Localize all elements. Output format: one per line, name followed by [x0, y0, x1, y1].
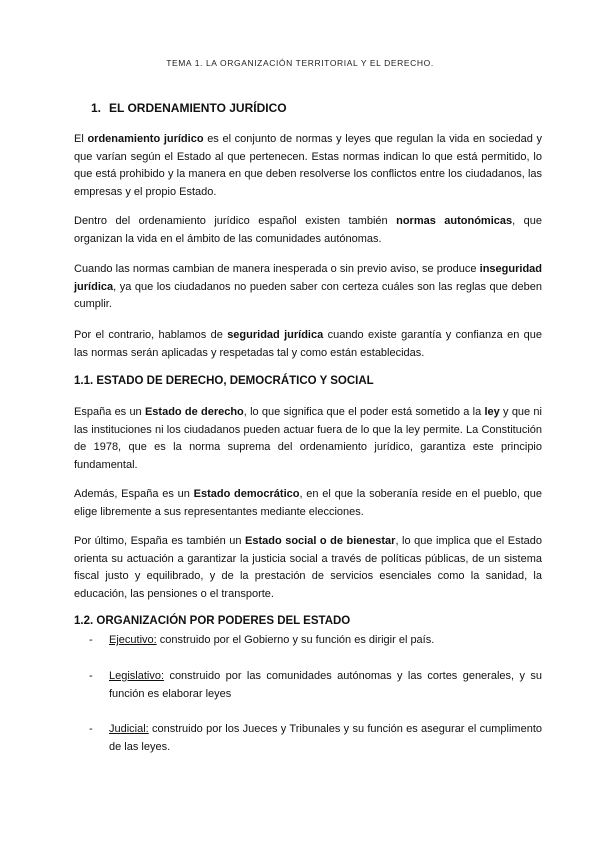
bold-term: ordenamiento jurídico [87, 133, 204, 145]
text: , en el que la soberanía reside en el pueblo, que elige libremente a sus representantes mediante elecciones. [74, 488, 543, 518]
list-term: Ejecutivo: [109, 634, 157, 646]
list-item-ejecutivo [89, 632, 542, 650]
list-item-judicial [89, 721, 542, 756]
text: , lo que implica que el Estado orienta su actuación a garantizar la justicia social a través de políticas públicas, de un sistema fiscal justo y equilibrado, y de la prestación de servicios esenciales como la sanidad, la educación, las pensiones o el transporte. [74, 535, 542, 600]
list-term: Judicial: [109, 723, 149, 735]
list-dash: - [89, 634, 93, 646]
list-text: construido por las comunidades autónomas y las cortes generales, y su función es elaborar leyes [109, 670, 542, 700]
text: cuando existe garantía y confianza en que las normas serán aplicadas y respetadas tal y como están establecidas. [74, 329, 543, 359]
text: Por último, España es también un [74, 535, 245, 547]
paragraph-seguridad [74, 327, 542, 362]
list-text: construido por el Gobierno y su función es dirigir el país. [156, 634, 435, 646]
page-header: TEMA 1. LA ORGANIZACIÓN TERRITORIAL Y EL DERECHO. [166, 58, 434, 68]
text: y que ni las instituciones ni los ciudadanos pueden actuar fuera de lo que la ley permite. La Constitución de 1978, que es la norma suprema del ordenamiento jurídico, garantiza este principio fundamental. [74, 406, 542, 471]
paragraph-estado-derecho [74, 404, 542, 474]
paragraph-normas-autonomicas [74, 213, 542, 248]
bold-term: inseguridad jurídica [74, 263, 542, 293]
bold-term: ley [484, 406, 500, 418]
bold-term: seguridad jurídica [227, 329, 324, 341]
section-1-title: EL ORDENAMIENTO JURÍDICO [109, 101, 287, 115]
bold-term: Estado de derecho [144, 406, 244, 418]
text: , lo que significa que el poder está sometido a la [243, 406, 485, 418]
text: Dentro del ordenamiento jurídico español existen también [74, 215, 397, 227]
list-term: Legislativo: [109, 670, 165, 682]
section-1-1-heading: 1.1. ESTADO DE DERECHO, DEMOCRÁTICO Y SOCIAL [74, 375, 374, 387]
bold-term: Estado democrático [193, 488, 300, 500]
section-1-heading [91, 101, 287, 115]
paragraph-estado-democratico [74, 486, 542, 521]
text: es el conjunto de normas y leyes que regulan la vida en sociedad y que varían según el Estado al que pertenecen. Estas normas indican lo que está permitido, lo que está prohibido y la manera en que deben resolverse los conflictos entre los ciudadanos, las empresas y el propio Estado. [74, 133, 542, 198]
bold-term: normas autonómicas [396, 215, 513, 227]
list-dash: - [89, 670, 93, 682]
list-text: construido por los Jueces y Tribunales y su función es asegurar el cumplimento de las leyes. [109, 723, 542, 753]
paragraph-estado-social [74, 533, 542, 603]
section-1-2-heading: 1.2. ORGANIZACIÓN POR PODERES DEL ESTADO [74, 615, 351, 627]
text: España es un [74, 406, 145, 418]
list-dash: - [89, 723, 93, 735]
text: Por el contrario, hablamos de [74, 329, 228, 341]
text: El [74, 133, 88, 145]
list-item-legislativo [89, 668, 542, 703]
paragraph-inseguridad [74, 261, 542, 314]
bold-term: Estado social o de bienestar [245, 535, 396, 547]
paragraph-ordenamiento [74, 131, 542, 201]
section-1-number: 1. [91, 101, 102, 115]
text: Cuando las normas cambian de manera inesperada o sin previo aviso, se produce [74, 263, 480, 275]
text: , ya que los ciudadanos no pueden saber con certeza cuáles son las reglas que deben cumplir. [74, 280, 542, 311]
text: , que organizan la vida en el ámbito de las comunidades autónomas. [74, 215, 543, 245]
text: Además, España es un [74, 488, 194, 500]
